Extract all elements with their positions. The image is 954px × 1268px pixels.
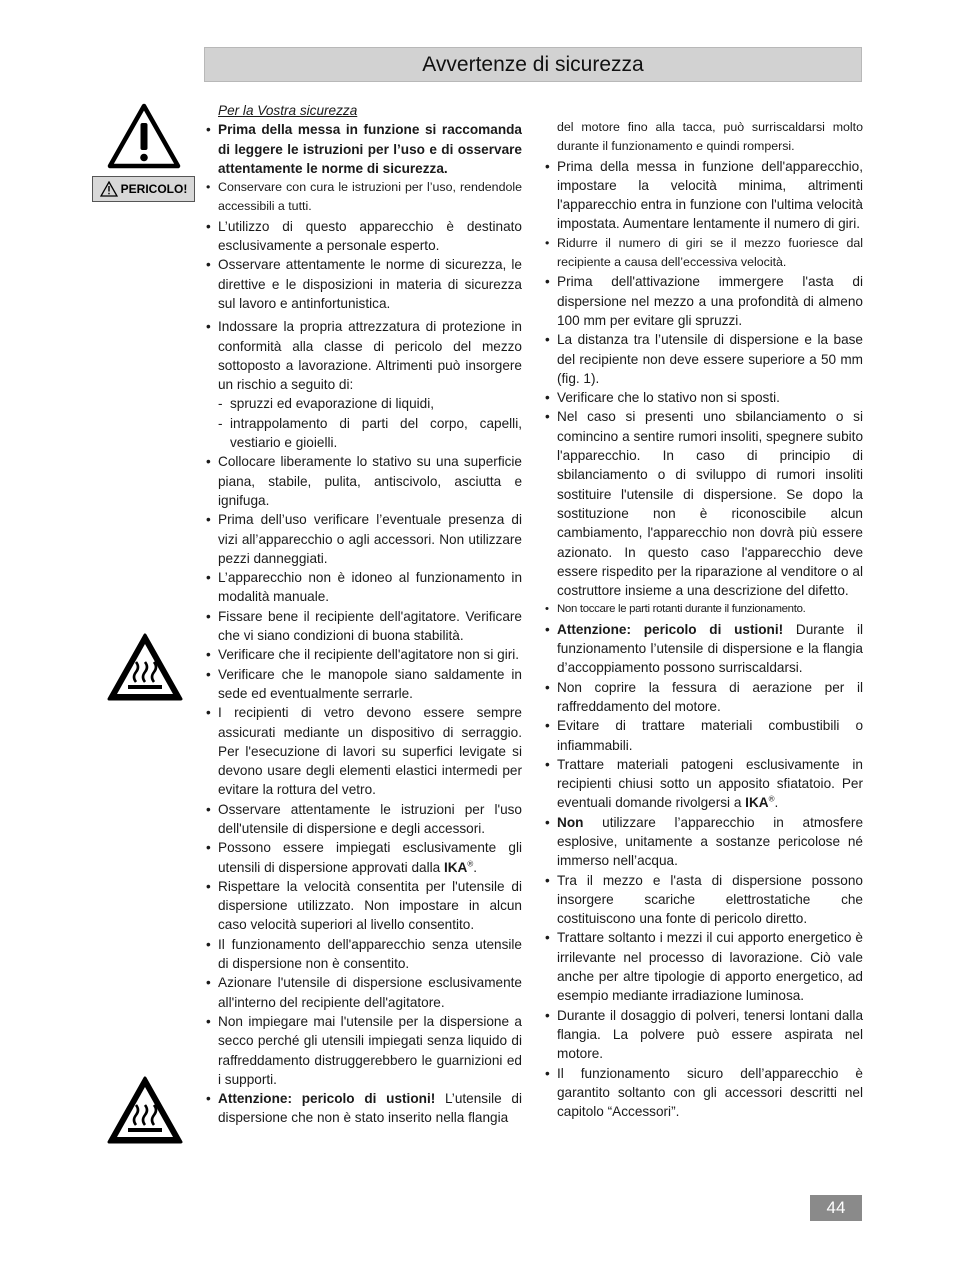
list-item: • Verificare che il recipiente dell'agitatore non si giri. — [204, 645, 522, 664]
section-heading: Per la Vostra sicurezza — [218, 103, 358, 118]
danger-badge — [92, 176, 195, 202]
list-item: • Attenzione: pericolo di ustioni! Durante il funzionamento l’utensile di dispersione e la flangia d’accoppiamento possono surriscaldarsi. — [543, 620, 863, 678]
list-item: • Ridurre il numero di giri se il mezzo fuoriesce dal recipiente a causa dell’eccessiva velocità. — [543, 234, 863, 273]
list-item: • Nel caso si presenti uno sbilanciamento o si comincino a sentire rumori insoliti, spegnere subito l'apparecchio. In caso di principio di sbilanciamento o di sviluppo di rumori insoliti sostituire l'utensile di dispersione. Se dopo la sostituzione non è riconoscibile alcun cambiamento, l'apparecchio non dovrà più essere azionato. In questo caso l'apparecchio deve essere rispedito per la riparazione al venditore o al costruttore insieme a una descrizione del difetto. — [543, 407, 863, 600]
list-item: • Verificare che le manopole siano saldamente in sede ed eventualmente serrarle. — [204, 665, 522, 704]
list-item: • Possono essere impiegati esclusivamente gli utensili di dispersione approvati dalla IKA®. — [204, 838, 522, 877]
list-item: • Non toccare le parti rotanti durante il funzionamento. — [543, 600, 863, 619]
list-item: • Il funzionamento dell'apparecchio senza utensile di dispersione non è consentito. — [204, 935, 522, 974]
list-subitem: - intrappolamento di parti del corpo, capelli, vestiario e gioielli. — [218, 415, 522, 451]
list-item: • Attenzione: pericolo di ustioni! L’utensile di dispersione che non è stato inserito nella flangia — [204, 1089, 522, 1128]
list-item: • Osservare attentamente le istruzioni per l'uso dell'utensile di dispersione e degli accessori. — [204, 800, 522, 839]
list-item: • Prima dell’uso verificare l’eventuale presenza di vizi all’apparecchio o agli accessori. Non utilizzare pezzi danneggiati. — [204, 510, 522, 568]
page-title: Avvertenze di sicurezza — [422, 52, 644, 76]
list-item: • Verificare che lo stativo non si sposti. — [543, 388, 863, 407]
page-number: 44 — [810, 1195, 862, 1221]
right-column — [543, 118, 863, 1121]
title-bar — [204, 47, 862, 82]
burn-warning: Attenzione: pericolo di ustioni! — [557, 621, 784, 637]
list-item: • Evitare di trattare materiali combustibili o infiammabili. — [543, 716, 863, 755]
list-item: • I recipienti di vetro devono essere sempre assicurati mediante un dispositivo di serraggio. Per l'esecuzione di lavori su superfici levigate si devono usare degli elementi elastici intermedi per evitare la rottura del vetro. — [204, 703, 522, 799]
left-column — [204, 101, 522, 1128]
list-item: • Prima dell'attivazione immergere l'asta di dispersione nel mezzo a una profondità di almeno 100 mm per evitare gli spruzzi. — [543, 272, 863, 330]
list-item: • Prima della messa in funzione si raccomanda di leggere le istruzioni per l’uso e di osservare attentamente le norme di sicurezza. — [204, 120, 522, 178]
list-item: • Prima della messa in funzione dell'apparecchio, impostare la velocità minima, altrimenti l'apparecchio entra in funzione con l'ultima velocità impostata. Aumentare lentamente il numero di giri. — [543, 157, 863, 234]
warning-small-icon — [100, 181, 118, 197]
hot-surface-icon — [106, 632, 184, 702]
list-item: • Non impiegare mai l'utensile per la dispersione a secco perché gli utensili impiegati senza liquido di raffreddamento distruggerebbero le guarnizioni ed i supporti. — [204, 1012, 522, 1089]
list-item-continuation: del motore fino alla tacca, può surriscaldarsi molto durante il funzionamento e quindi rompersi. — [557, 120, 863, 154]
list-item: • L’apparecchio non è idoneo al funzionamento in modalità manuale. — [204, 568, 522, 607]
list-item: • Durante il dosaggio di polveri, tenersi lontani dalla flangia. La polvere può essere aspirata nel motore. — [543, 1006, 863, 1064]
list-item: • L’utilizzo di questo apparecchio è destinato esclusivamente a personale esperto. — [204, 217, 522, 256]
list-item: • Il funzionamento sicuro dell’apparecchio è garantito soltanto con gli accessori descritti nel capitolo “Accessori”. — [543, 1064, 863, 1122]
list-item: • Osservare attentamente le norme di sicurezza, le direttive e le disposizioni in materia di sicurezza sul lavoro e antinfortunistica. — [204, 255, 522, 313]
hot-surface-icon — [106, 1075, 184, 1145]
brand-name: IKA — [443, 859, 468, 875]
list-item: • Collocare liberamente lo stativo su una superficie piana, stabile, pulita, antiscivolo, asciutta e ignifuga. — [204, 452, 522, 510]
list-item: • Trattare materiali patogeni esclusivamente in recipienti chiusi sotto un apposito sfiatatoio. Per eventuali domande rivolgersi a IKA®. — [543, 755, 863, 813]
danger-label: PERICOLO! — [120, 182, 188, 196]
list-subitem: - spruzzi ed evaporazione di liquidi, — [218, 396, 435, 412]
list-item: • Azionare l'utensile di dispersione esclusivamente all'interno del recipiente dell'agitatore. — [204, 973, 522, 1012]
list-item: • Rispettare la velocità consentita per l'utensile di dispersione utilizzato. Non impostare in alcun caso velocità superiori al livello consentito. — [204, 877, 522, 935]
list-item: • Conservare con cura le istruzioni per l’uso, rendendole accessibili a tutti. — [204, 178, 522, 217]
warning-triangle-icon — [107, 103, 181, 169]
list-item: • Non coprire la fessura di aerazione per il raffreddamento del motore. — [543, 678, 863, 717]
list-item: • Trattare soltanto i mezzi il cui apporto energetico è irrilevante nel processo di lavorazione. Ciò vale anche per altre tipologie di apporto energetico, ad esempio mediante irradiazione luminosa. — [543, 928, 863, 1005]
list-item: • La distanza tra l’utensile di dispersione e la base del recipiente non deve essere superiore a 50 mm (fig. 1). — [543, 330, 863, 388]
list-item: • Fissare bene il recipiente dell'agitatore. Verificare che vi siano condizioni di buona stabilità. — [204, 607, 522, 646]
list-item: • Non utilizzare l’apparecchio in atmosfere esplosive, unitamente a sostanze pericolose né immerso nell’acqua. — [543, 813, 863, 871]
brand-name: IKA — [745, 795, 769, 811]
list-item: • Tra il mezzo e l'asta di dispersione possono insorgere scariche elettrostatiche che costituiscono una fonte di pericolo diretto. — [543, 871, 863, 929]
list-item: • Indossare la propria attrezzatura di protezione in conformità alla classe di pericolo del mezzo sottoposto a lavorazione. Altrimenti può insorgere un rischio a seguito di: — [204, 317, 522, 394]
burn-warning: Attenzione: pericolo di ustioni! — [218, 1091, 436, 1107]
